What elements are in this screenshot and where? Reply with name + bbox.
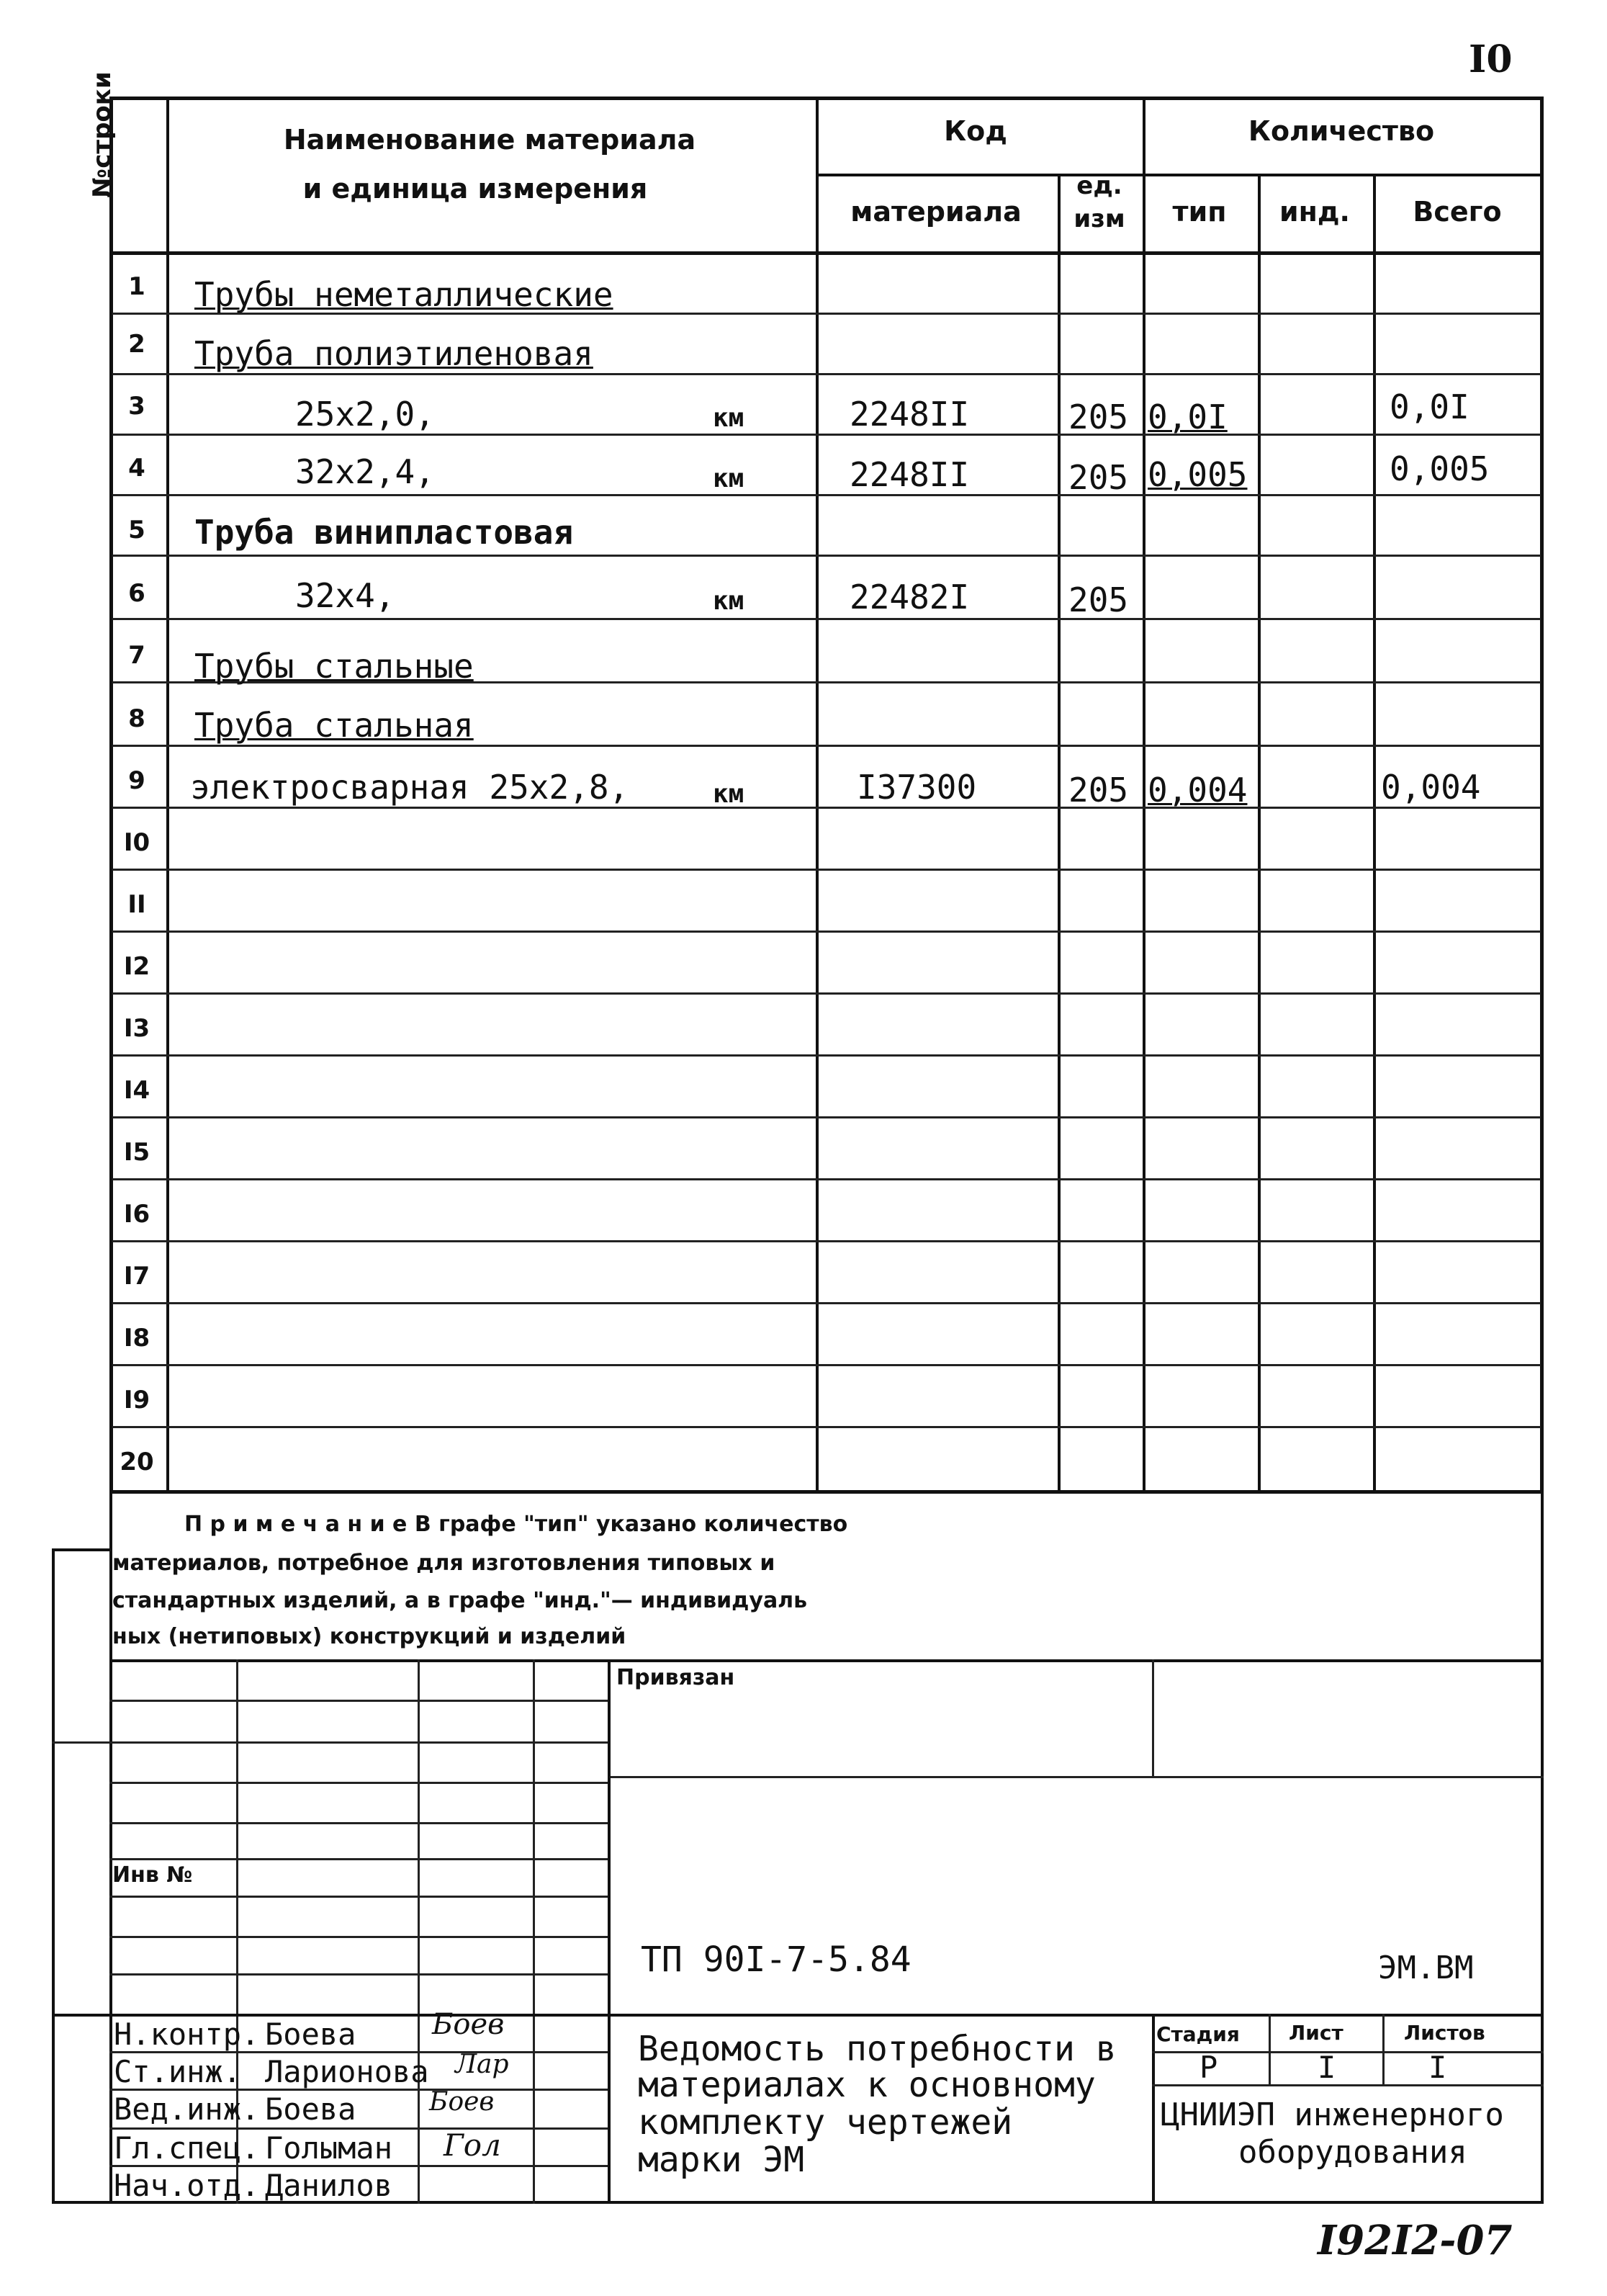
row-number: I5 [123,1138,150,1167]
ind-header: инд. [1279,196,1350,228]
unit-code: 205 [1068,771,1129,810]
unit-header-line2: изм [1073,205,1125,233]
row-number: 5 [128,516,145,544]
signer-signature: Гол [444,2127,501,2163]
row-number: 4 [128,454,145,483]
bound-label: Привязан [616,1665,735,1690]
material-name: Труба винипластовая [194,513,574,552]
material-name: Трубы стальные [194,647,474,686]
material-code: 2248II [850,455,970,494]
signer-name: Данилов [265,2168,393,2203]
material-name: 32х4, [295,576,395,615]
signer-name: Боева [265,2091,356,2127]
row-number: I4 [123,1076,150,1105]
qty-total: 0,005 [1390,449,1490,488]
row-number: I3 [123,1014,150,1043]
unit-header-line1: ед. [1076,171,1122,200]
row-number: 9 [128,766,145,795]
material-name: Трубы неметаллические [194,275,613,314]
unit-code: 205 [1068,458,1129,497]
drawing-mark: ЭМ.ВМ [1378,1950,1474,1986]
row-number: II [127,890,146,919]
document-title-line4: марки ЭМ [638,2140,805,2180]
signer-name: Боева [265,2017,356,2052]
signer-role: Н.контр. [114,2017,260,2052]
inventory-number-label: Инв № [112,1862,193,1888]
sheet-label: Лист [1289,2021,1343,2045]
unit-code: 205 [1068,398,1129,436]
document-title-line1: Ведомость потребности в [638,2029,1117,2069]
unit-code: 205 [1068,580,1129,619]
organization-line1: ЦНИИЭП инженерного [1161,2097,1504,2133]
material-unit: км [713,403,744,433]
row-number: I2 [123,952,150,981]
name-header-line1: Наименование материала [283,124,696,156]
material-unit: км [713,779,744,809]
document-code: ТП 90I-7-5.84 [641,1940,911,1980]
signer-role: Гл.спец. [114,2130,260,2166]
qty-total: 0,0I [1390,387,1469,426]
sheet-value: I [1318,2050,1336,2085]
name-header-line2: и единица измерения [302,173,648,205]
row-number: 7 [128,641,145,670]
sheets-value: I [1428,2050,1447,2085]
material-code: 22482I [850,578,970,616]
signer-role: Ст.инж. [114,2054,242,2089]
note-line: стандартных изделий, а в графе "инд."— индивидуаль [112,1588,808,1613]
qty-total: 0,004 [1381,768,1481,807]
signer-name: Голыман [265,2130,393,2166]
archive-number: I92I2-07 [1318,2217,1513,2264]
row-number: I0 [123,828,150,857]
material-name: Труба стальная [194,706,474,745]
row-number: I9 [123,1386,150,1414]
document-title-line2: материалах к основному [638,2065,1096,2105]
row-number: I7 [123,1262,150,1291]
material-name: 25х2,0, [295,395,435,434]
note-line: ных (нетиповых) конструкций и изделий [112,1624,626,1649]
total-header: Всего [1413,196,1502,228]
material-name: 32х2,4, [295,452,435,491]
material-code: I37300 [857,768,977,807]
material-name: Труба полиэтиленовая [194,334,593,373]
row-number: I6 [123,1200,150,1229]
qty-type: 0,005 [1148,455,1248,494]
signer-signature: Лар [455,2050,509,2079]
signer-signature: Боев [429,2087,495,2117]
material-unit: км [713,586,744,616]
material-code-header: материала [850,196,1022,228]
stage-label: Стадия [1156,2022,1240,2046]
stage-value: Р [1199,2050,1218,2085]
signer-role: Вед.инж. [114,2091,260,2127]
page-number: I0 [1469,37,1513,81]
row-number: 20 [120,1448,154,1476]
code-header: Код [944,115,1007,147]
qty-type: 0,004 [1148,771,1248,810]
row-number: 3 [128,392,145,421]
signer-role: Нач.отд. [114,2168,260,2203]
signer-signature: Боев [432,2008,505,2041]
row-number: 6 [128,579,145,608]
row-number: 8 [128,704,145,733]
organization-line2: оборудования [1238,2134,1467,2171]
sheets-label: Листов [1404,2021,1485,2045]
signer-name: Ларионова [265,2054,429,2089]
quantity-header: Количество [1248,115,1435,147]
row-number: 2 [128,330,145,359]
material-code: 2248II [850,395,970,434]
material-unit: км [713,464,744,493]
document-title-line3: комплекту чертежей [638,2102,1013,2143]
note-line: П р и м е ч а н и е В графе "тип" указано количество [184,1512,848,1537]
material-name: электросварная 25х2,8, [190,768,629,807]
qty-type: 0,0I [1148,398,1228,436]
type-header: тип [1172,196,1227,228]
row-number: 1 [128,272,145,301]
row-number-header: №строки [88,71,117,198]
note-line: материалов, потребное для изготовления типовых и [112,1551,775,1576]
row-number: I8 [123,1324,150,1353]
binding-margin [52,1548,112,2204]
